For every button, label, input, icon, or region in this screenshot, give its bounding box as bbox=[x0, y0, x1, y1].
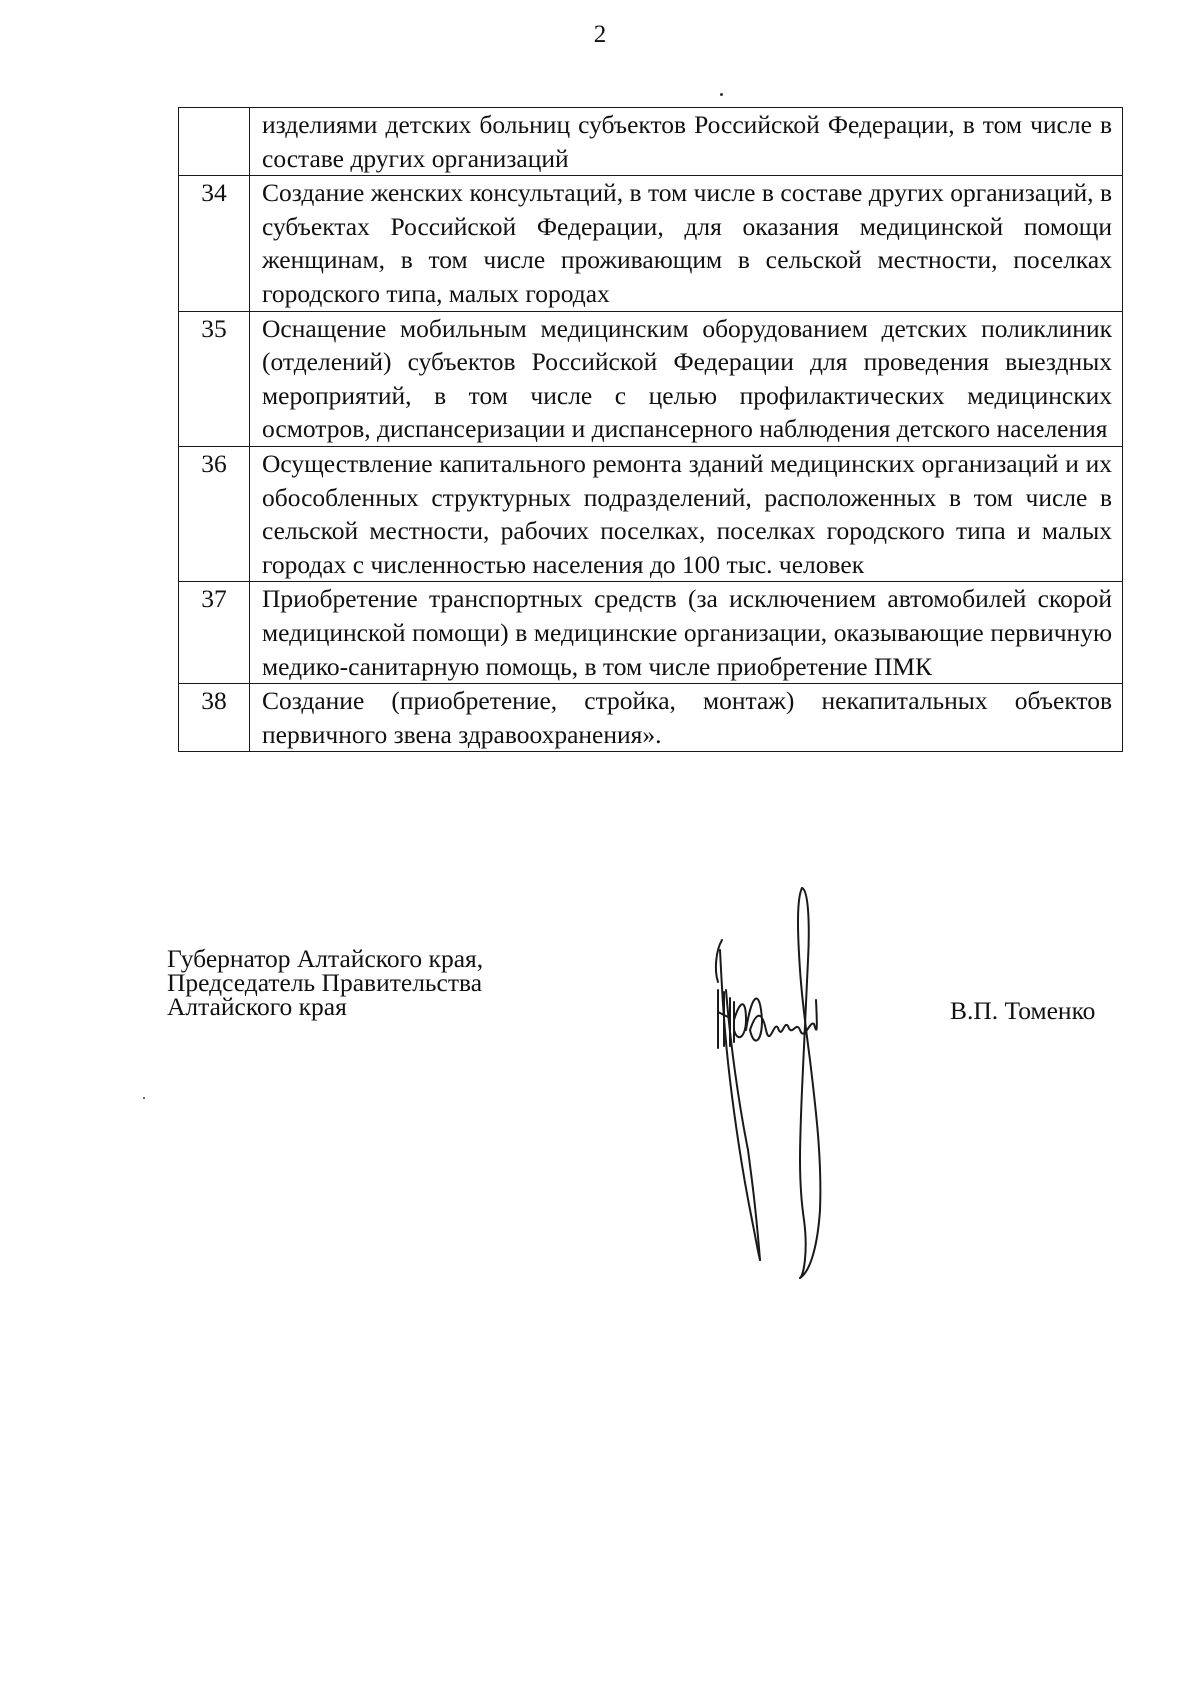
table-row bbox=[179, 108, 1123, 176]
page-number: 2 bbox=[593, 21, 607, 48]
signer-position bbox=[167, 944, 484, 1021]
row-number bbox=[179, 108, 250, 176]
row-text: Оснащение мобильным медицинским оборудованием детских поликлиник (отделений) субъектов Российской Федерации для проведения выездных мероприятий, в том числе с целью профилактических медицинских осмотров, диспансеризации и диспансерного наблюдения детского населения bbox=[250, 311, 1123, 446]
measures-table bbox=[178, 107, 1123, 752]
row-number: 37 bbox=[179, 582, 250, 684]
row-number: 38 bbox=[179, 684, 250, 752]
table-row bbox=[179, 311, 1123, 446]
row-number: 36 bbox=[179, 446, 250, 581]
row-number: 35 bbox=[179, 311, 250, 446]
row-text: Приобретение транспортных средств (за исключением автомобилей скорой медицинской помощи) в медицинские организации, оказывающие первичную медико-санитарную помощь, в том числе приобретение ПМК bbox=[250, 582, 1123, 684]
signer-position-line: Губернатор Алтайского края, bbox=[167, 944, 484, 973]
row-text: Создание (приобретение, стройка, монтаж) некапитальных объектов первичного звена здравоохранения». bbox=[250, 684, 1123, 752]
table-row bbox=[179, 684, 1123, 752]
row-text: Осуществление капитального ремонта зданий медицинских организаций и их обособленных структурных подразделений, расположенных в том числе в сельской местности, рабочих поселках, поселках городского типа и малых городах с численностью населения до 100 тыс. человек bbox=[250, 446, 1123, 581]
signer-name: В.П. Томенко bbox=[950, 996, 1096, 1025]
scan-speck bbox=[720, 93, 723, 96]
handwritten-signature bbox=[700, 880, 900, 1295]
table-row bbox=[179, 446, 1123, 581]
row-text: Создание женских консультаций, в том числе в составе других организаций, в субъектах Российской Федерации, для оказания медицинской помощи женщинам, в том числе проживающим в сельской местности, поселках городского типа, малых городах bbox=[250, 176, 1123, 311]
signer-position-line: Алтайского края bbox=[167, 992, 347, 1021]
table-row bbox=[179, 176, 1123, 311]
table-row bbox=[179, 582, 1123, 684]
row-number: 34 bbox=[179, 176, 250, 311]
scan-speck bbox=[143, 1097, 145, 1099]
signer-position-line: Председатель Правительства bbox=[167, 968, 483, 997]
row-text: изделиями детских больниц субъектов Российской Федерации, в том числе в составе других организаций bbox=[250, 108, 1123, 176]
